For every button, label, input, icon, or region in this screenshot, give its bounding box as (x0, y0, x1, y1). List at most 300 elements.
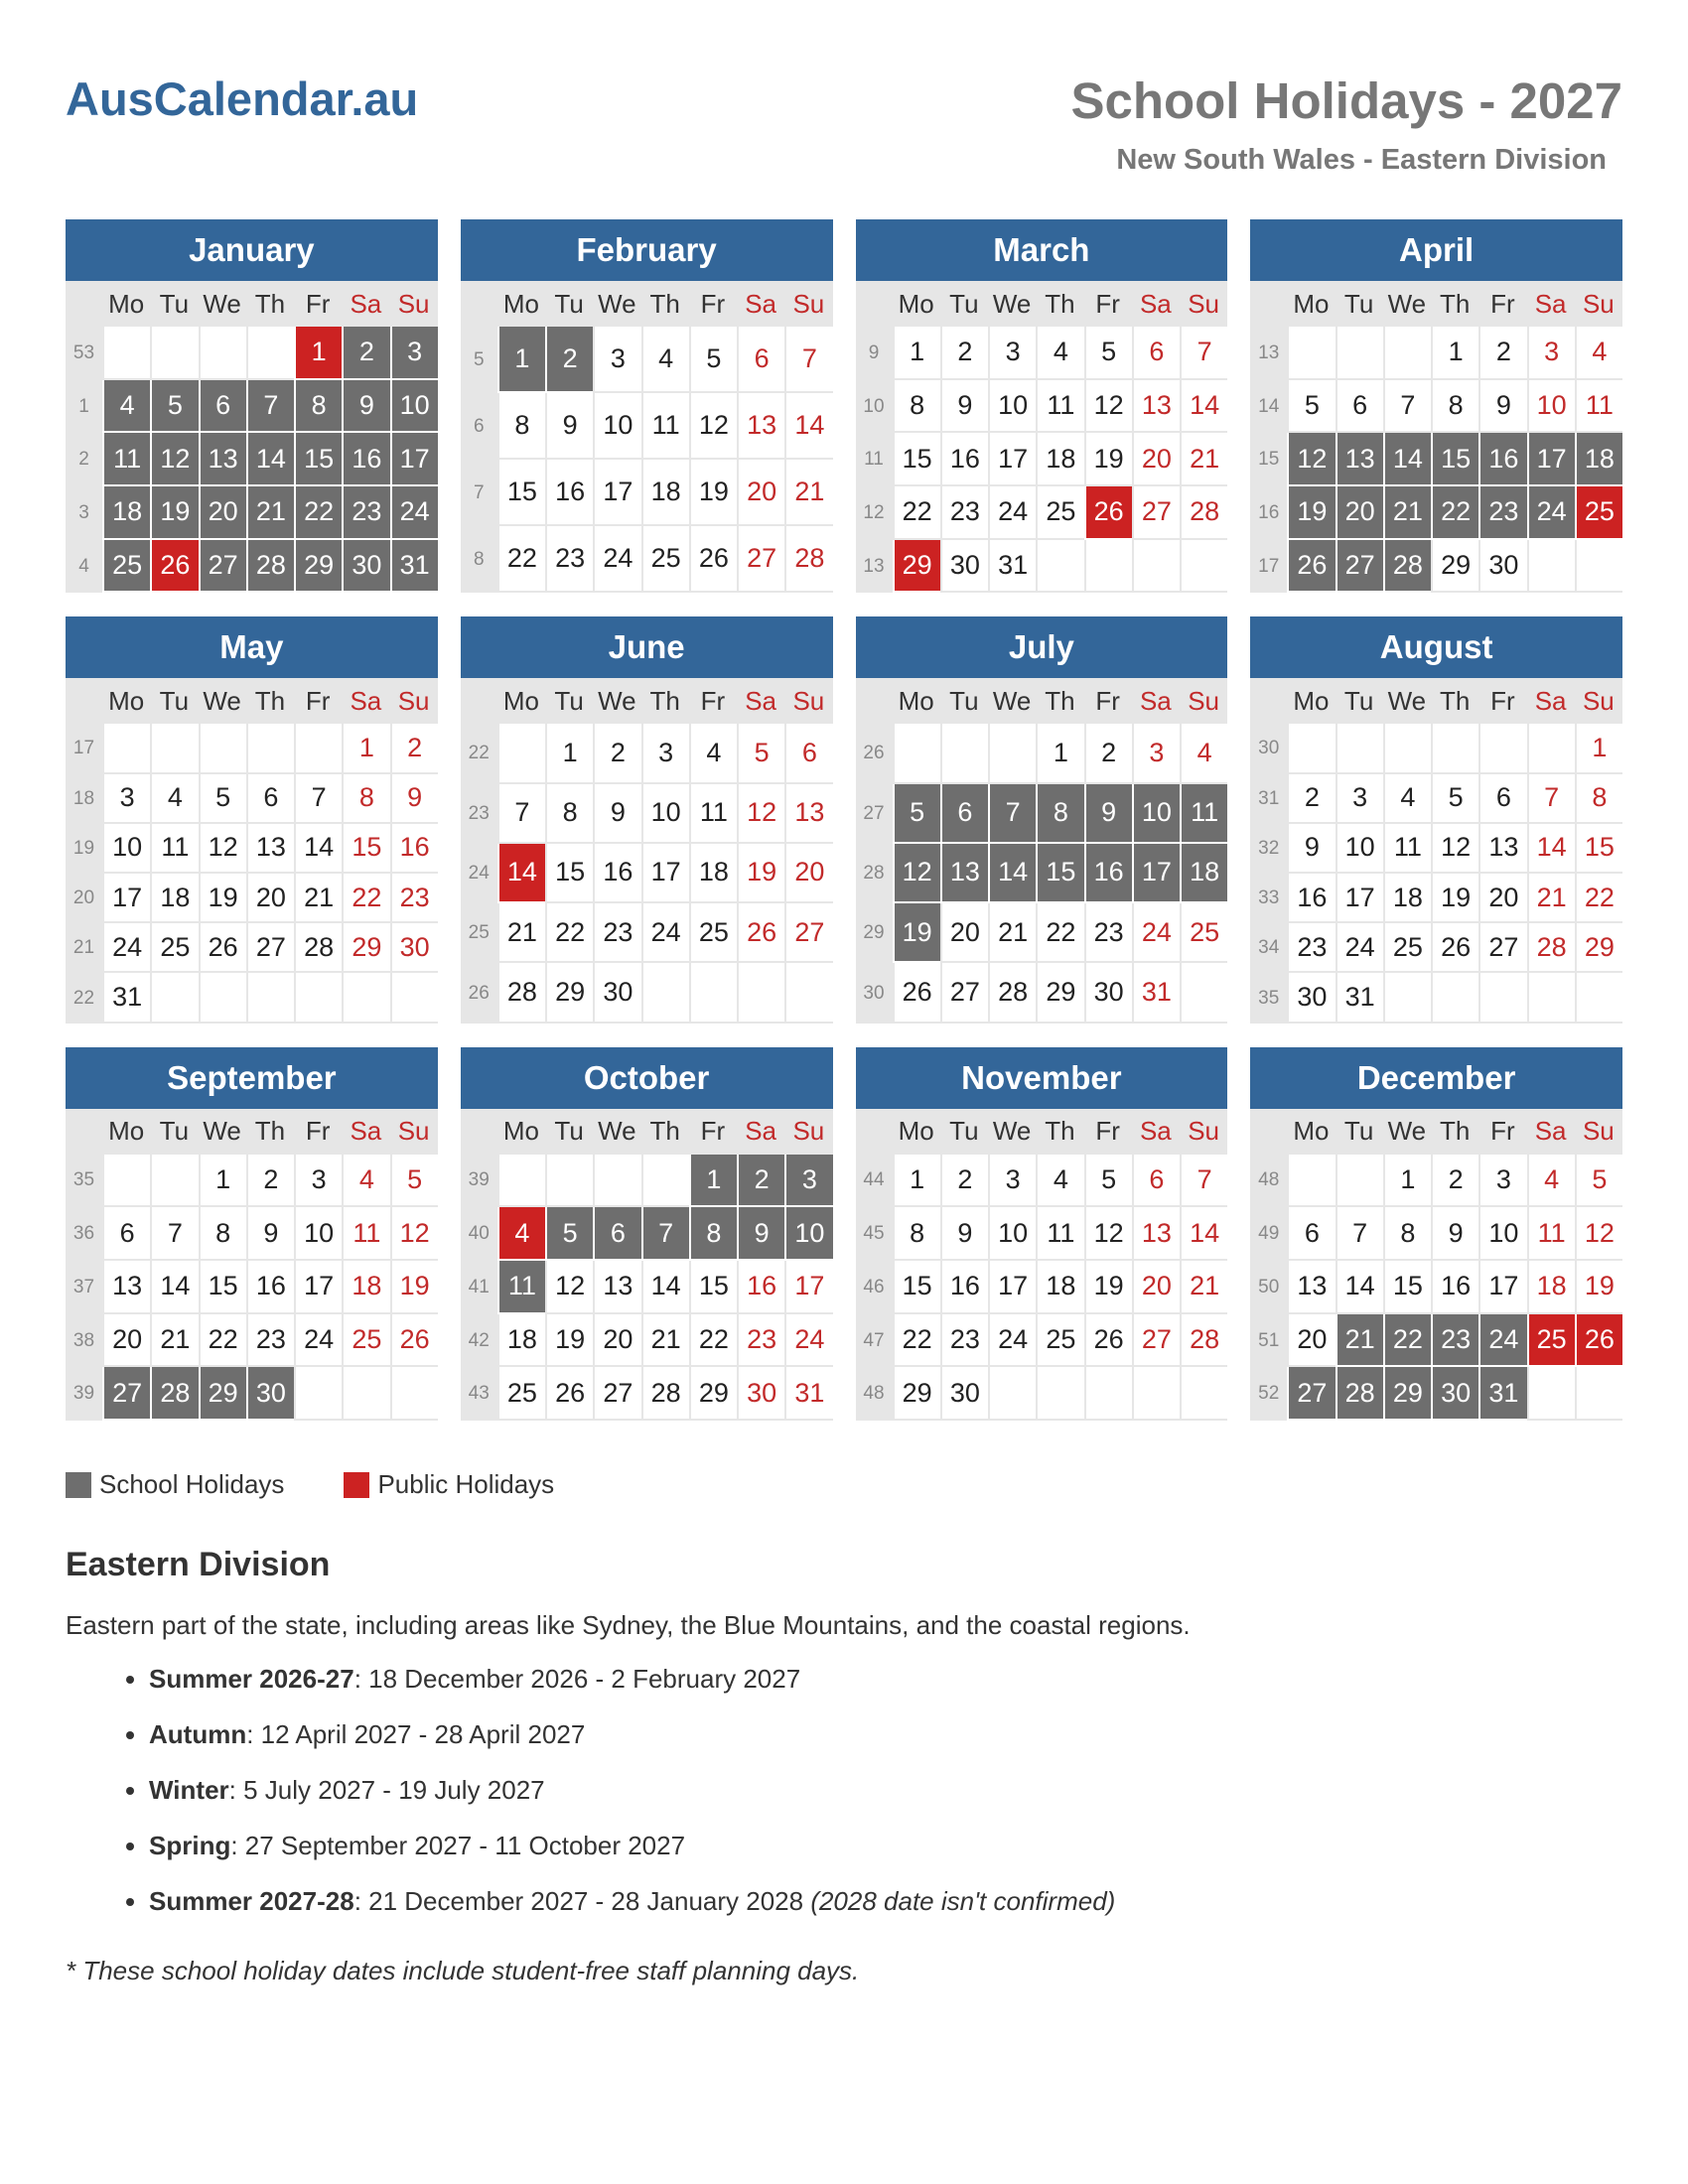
day-cell: 25 (1036, 1314, 1083, 1368)
day-cell: 2 (1431, 1155, 1478, 1208)
day-cell: 5 (689, 327, 737, 393)
day-cell: 28 (784, 526, 832, 593)
day-cell: 21 (246, 486, 294, 540)
week-row (461, 393, 833, 460)
weekday-header (856, 678, 1228, 724)
weekday-label: Mo (502, 685, 539, 716)
day-cell: 26 (199, 923, 246, 973)
week-row (461, 724, 833, 783)
day-cell: 8 (342, 774, 389, 824)
empty-day-cell (545, 1155, 593, 1208)
day-cell: 5 (737, 724, 784, 783)
week-row (1250, 540, 1622, 594)
day-cell: 15 (1431, 433, 1478, 486)
legend-public (344, 1469, 554, 1500)
week-row (1250, 1155, 1622, 1208)
week-row (1250, 1207, 1622, 1261)
weekday-label: Fr (700, 288, 726, 319)
week-number: 30 (856, 963, 893, 1023)
period-dates: : 12 April 2027 - 28 April 2027 (246, 1719, 586, 1749)
week-number: 19 (66, 824, 102, 874)
month-days (461, 327, 833, 593)
weekday-label: We (203, 288, 241, 319)
day-cell: 16 (1084, 844, 1132, 903)
week-row (461, 903, 833, 963)
week-number: 25 (461, 903, 497, 963)
day-cell: 24 (1478, 1314, 1526, 1368)
empty-day-cell (150, 724, 198, 773)
day-cell: 29 (294, 540, 342, 594)
day-cell: 30 (1084, 963, 1132, 1023)
day-cell: 11 (689, 784, 737, 844)
week-number-header (461, 1109, 497, 1155)
day-cell: 18 (1036, 1261, 1083, 1314)
week-row (66, 540, 438, 594)
empty-day-cell (294, 724, 342, 773)
empty-day-cell (1383, 724, 1431, 773)
day-cell: 10 (641, 784, 689, 844)
day-cell: 16 (1478, 433, 1526, 486)
day-cell: 23 (342, 486, 389, 540)
week-number: 21 (66, 923, 102, 973)
day-cell: 2 (1478, 327, 1526, 380)
week-number: 27 (856, 784, 893, 844)
week-row (461, 784, 833, 844)
day-cell: 27 (102, 1367, 150, 1421)
week-number: 33 (1250, 874, 1287, 923)
day-cell: 26 (390, 1314, 438, 1368)
day-cell: 18 (342, 1261, 389, 1314)
day-cell: 30 (1287, 973, 1335, 1023)
day-cell: 3 (988, 1155, 1036, 1208)
day-cell: 26 (545, 1367, 593, 1421)
weekday-label: Th (1439, 685, 1471, 716)
week-number: 17 (1250, 540, 1287, 594)
week-number-header (66, 678, 102, 724)
day-cell: 13 (102, 1261, 150, 1314)
day-cell: 15 (342, 824, 389, 874)
day-cell: 21 (784, 460, 832, 526)
week-row (66, 1155, 438, 1208)
empty-day-cell (1336, 327, 1383, 380)
day-cell: 27 (199, 540, 246, 594)
day-cell: 4 (1575, 327, 1622, 380)
day-cell: 26 (893, 963, 940, 1023)
weekday-label: Fr (1095, 1116, 1120, 1147)
day-cell: 27 (1478, 923, 1526, 973)
section-intro: Eastern part of the state, including areas like Sydney, the Blue Mountains, and the coastal regions. (66, 1610, 1191, 1640)
day-cell: 7 (294, 774, 342, 824)
day-cell: 21 (294, 874, 342, 923)
empty-day-cell (102, 327, 150, 380)
weekday-label: Th (1439, 288, 1471, 319)
day-cell: 13 (737, 393, 784, 460)
empty-day-cell (199, 973, 246, 1023)
weekday-label: Fr (305, 1116, 331, 1147)
empty-day-cell (199, 327, 246, 380)
empty-day-cell (641, 1155, 689, 1208)
weekday-header (461, 281, 833, 327)
weekday-label: Tu (1343, 1116, 1374, 1147)
day-cell: 27 (1132, 1314, 1180, 1368)
legend (66, 1469, 614, 1500)
period-note: (2028 date isn't confirmed) (810, 1886, 1116, 1916)
day-cell: 23 (737, 1314, 784, 1368)
week-row (1250, 824, 1622, 874)
empty-day-cell (1180, 963, 1227, 1023)
weekday-label: We (1387, 288, 1427, 319)
day-cell: 23 (940, 1314, 988, 1368)
weekday-label: Mo (108, 685, 145, 716)
day-cell: 17 (102, 874, 150, 923)
month-days (1250, 724, 1622, 1023)
day-cell: 18 (1180, 844, 1227, 903)
week-number: 50 (1250, 1261, 1287, 1314)
day-cell: 16 (940, 1261, 988, 1314)
week-number: 38 (66, 1314, 102, 1368)
empty-day-cell (246, 724, 294, 773)
week-row (66, 824, 438, 874)
month-title: May (66, 616, 438, 678)
day-cell: 3 (1478, 1155, 1526, 1208)
day-cell: 21 (1336, 1314, 1383, 1368)
day-cell: 31 (784, 1367, 832, 1421)
day-cell: 16 (593, 844, 640, 903)
weekday-header (66, 1109, 438, 1155)
day-cell: 10 (1527, 380, 1575, 434)
week-number: 17 (66, 724, 102, 773)
weekday-label: Su (1582, 288, 1615, 319)
week-row (1250, 874, 1622, 923)
week-number: 43 (461, 1367, 497, 1421)
month-december (1250, 1047, 1622, 1421)
empty-day-cell (1180, 540, 1227, 594)
day-cell: 14 (784, 393, 832, 460)
weekday-label: Tu (949, 685, 979, 716)
day-cell: 18 (641, 460, 689, 526)
period-item (149, 1882, 1115, 1938)
day-cell: 6 (102, 1207, 150, 1261)
day-cell: 18 (497, 1314, 545, 1368)
weekday-header (856, 281, 1228, 327)
day-cell: 24 (1336, 923, 1383, 973)
week-row (461, 1155, 833, 1208)
week-row (856, 844, 1228, 903)
empty-day-cell (1132, 540, 1180, 594)
day-cell: 1 (1383, 1155, 1431, 1208)
weekday-label: Tu (1343, 685, 1374, 716)
weekday-label: Th (649, 288, 680, 319)
day-cell: 5 (390, 1155, 438, 1208)
day-cell: 2 (737, 1155, 784, 1208)
day-cell: 6 (593, 1207, 640, 1261)
day-cell: 6 (199, 380, 246, 434)
weekday-label: Fr (1490, 1116, 1515, 1147)
day-cell: 31 (1132, 963, 1180, 1023)
day-cell: 11 (1180, 784, 1227, 844)
day-cell: 4 (1036, 1155, 1083, 1208)
month-january (66, 219, 438, 593)
day-cell: 11 (641, 393, 689, 460)
day-cell: 27 (737, 526, 784, 593)
day-cell: 12 (150, 433, 198, 486)
period-dates: : 5 July 2027 - 19 July 2027 (228, 1775, 545, 1805)
day-cell: 3 (1336, 774, 1383, 824)
weekday-label: Fr (700, 685, 726, 716)
day-cell: 20 (1478, 874, 1526, 923)
month-days (856, 327, 1228, 593)
week-row (461, 1314, 833, 1368)
day-cell: 26 (1575, 1314, 1622, 1368)
day-cell: 8 (689, 1207, 737, 1261)
day-cell: 24 (784, 1314, 832, 1368)
week-row (66, 724, 438, 773)
day-cell: 8 (1575, 774, 1622, 824)
day-cell: 7 (1336, 1207, 1383, 1261)
day-cell: 13 (593, 1261, 640, 1314)
day-cell: 14 (988, 844, 1036, 903)
day-cell: 7 (497, 784, 545, 844)
week-number: 13 (1250, 327, 1287, 380)
day-cell: 19 (150, 486, 198, 540)
day-cell: 11 (1575, 380, 1622, 434)
day-cell: 23 (545, 526, 593, 593)
week-number-header (856, 1109, 893, 1155)
day-cell: 14 (497, 844, 545, 903)
day-cell: 17 (641, 844, 689, 903)
weekday-label: Th (649, 685, 680, 716)
day-cell: 25 (641, 526, 689, 593)
day-cell: 20 (784, 844, 832, 903)
month-days (66, 724, 438, 1023)
weekday-label: Sa (350, 1116, 382, 1147)
day-cell: 29 (1431, 540, 1478, 594)
empty-day-cell (1431, 724, 1478, 773)
day-cell: 22 (199, 1314, 246, 1368)
empty-day-cell (1287, 724, 1335, 773)
month-days (856, 724, 1228, 1023)
empty-day-cell (1575, 1367, 1622, 1421)
calendar-grid (66, 219, 1622, 1421)
day-cell: 26 (1287, 540, 1335, 594)
day-cell: 7 (988, 784, 1036, 844)
week-number: 6 (461, 393, 497, 460)
day-cell: 17 (988, 1261, 1036, 1314)
day-cell: 27 (940, 963, 988, 1023)
day-cell: 6 (1132, 327, 1180, 380)
day-cell: 2 (390, 724, 438, 773)
week-number: 23 (461, 784, 497, 844)
day-cell: 4 (1180, 724, 1227, 783)
empty-day-cell (1287, 1155, 1335, 1208)
day-cell: 29 (893, 1367, 940, 1421)
weekday-label: Mo (108, 288, 145, 319)
week-row (856, 486, 1228, 540)
day-cell: 26 (1431, 923, 1478, 973)
weekday-label: We (598, 288, 636, 319)
week-number: 28 (856, 844, 893, 903)
day-cell: 26 (1084, 486, 1132, 540)
weekday-label: Tu (159, 288, 190, 319)
day-cell: 5 (893, 784, 940, 844)
day-cell: 18 (1527, 1261, 1575, 1314)
period-name: Spring (149, 1831, 231, 1860)
day-cell: 30 (1431, 1367, 1478, 1421)
empty-day-cell (1336, 724, 1383, 773)
day-cell: 16 (940, 433, 988, 486)
week-number: 48 (1250, 1155, 1287, 1208)
site-brand[interactable]: AusCalendar.au (66, 72, 419, 125)
day-cell: 5 (545, 1207, 593, 1261)
day-cell: 21 (150, 1314, 198, 1368)
empty-day-cell (940, 724, 988, 783)
week-number: 36 (66, 1207, 102, 1261)
week-row (66, 380, 438, 434)
week-row (66, 874, 438, 923)
empty-day-cell (893, 724, 940, 783)
week-row (856, 1207, 1228, 1261)
month-title: December (1250, 1047, 1622, 1109)
day-cell: 19 (1084, 1261, 1132, 1314)
day-cell: 8 (1431, 380, 1478, 434)
day-cell: 22 (294, 486, 342, 540)
day-cell: 18 (102, 486, 150, 540)
week-row (856, 540, 1228, 594)
empty-day-cell (737, 963, 784, 1023)
weekday-label: Mo (898, 1116, 934, 1147)
week-number: 18 (66, 774, 102, 824)
weekday-label: Sa (745, 288, 777, 319)
day-cell: 12 (737, 784, 784, 844)
week-row (1250, 724, 1622, 773)
day-cell: 23 (390, 874, 438, 923)
day-cell: 31 (988, 540, 1036, 594)
weekday-header (856, 1109, 1228, 1155)
day-cell: 15 (545, 844, 593, 903)
period-item (149, 1660, 1115, 1715)
day-cell: 14 (150, 1261, 198, 1314)
weekday-label: Mo (502, 288, 539, 319)
day-cell: 31 (1336, 973, 1383, 1023)
day-cell: 24 (988, 486, 1036, 540)
day-cell: 2 (1084, 724, 1132, 783)
day-cell: 13 (1287, 1261, 1335, 1314)
week-number: 26 (856, 724, 893, 783)
day-cell: 20 (1287, 1314, 1335, 1368)
day-cell: 26 (150, 540, 198, 594)
day-cell: 28 (1180, 1314, 1227, 1368)
month-days (1250, 1155, 1622, 1421)
weekday-label: Su (1188, 685, 1220, 716)
day-cell: 19 (1287, 486, 1335, 540)
day-cell: 28 (641, 1367, 689, 1421)
weekday-label: Mo (1293, 685, 1330, 716)
day-cell: 30 (342, 540, 389, 594)
week-row (461, 327, 833, 393)
day-cell: 12 (1575, 1207, 1622, 1261)
day-cell: 23 (940, 486, 988, 540)
week-row (856, 724, 1228, 783)
day-cell: 29 (1383, 1367, 1431, 1421)
week-number-header (1250, 1109, 1287, 1155)
weekday-label: Sa (1139, 1116, 1172, 1147)
day-cell: 2 (246, 1155, 294, 1208)
day-cell: 26 (1084, 1314, 1132, 1368)
day-cell: 16 (342, 433, 389, 486)
day-cell: 2 (1287, 774, 1335, 824)
day-cell: 1 (1036, 724, 1083, 783)
day-cell: 29 (199, 1367, 246, 1421)
day-cell: 3 (784, 1155, 832, 1208)
day-cell: 20 (1336, 486, 1383, 540)
day-cell: 10 (102, 824, 150, 874)
week-row (461, 844, 833, 903)
week-row (856, 433, 1228, 486)
day-cell: 13 (1132, 380, 1180, 434)
weekday-label: Su (1188, 1116, 1220, 1147)
week-number: 46 (856, 1261, 893, 1314)
weekday-label: Th (1045, 1116, 1075, 1147)
weekday-label: Sa (745, 685, 777, 716)
day-cell: 11 (1036, 1207, 1083, 1261)
week-number: 5 (461, 327, 497, 393)
month-title: July (856, 616, 1228, 678)
weekday-label: Tu (554, 1116, 584, 1147)
day-cell: 14 (641, 1261, 689, 1314)
week-row (1250, 973, 1622, 1023)
week-row (66, 327, 438, 380)
month-march (856, 219, 1228, 593)
weekday-label: Th (254, 288, 286, 319)
day-cell: 19 (1084, 433, 1132, 486)
week-number: 2 (66, 433, 102, 486)
day-cell: 15 (1036, 844, 1083, 903)
day-cell: 9 (1084, 784, 1132, 844)
empty-day-cell (1383, 327, 1431, 380)
week-number: 1 (66, 380, 102, 434)
empty-day-cell (988, 724, 1036, 783)
week-row (461, 963, 833, 1023)
day-cell: 22 (893, 1314, 940, 1368)
day-cell: 16 (737, 1261, 784, 1314)
month-days (461, 1155, 833, 1421)
day-cell: 16 (1287, 874, 1335, 923)
day-cell: 23 (1478, 486, 1526, 540)
day-cell: 6 (737, 327, 784, 393)
day-cell: 12 (199, 824, 246, 874)
weekday-label: Su (397, 685, 430, 716)
weekday-label: Tu (949, 1116, 979, 1147)
day-cell: 21 (1527, 874, 1575, 923)
day-cell: 1 (199, 1155, 246, 1208)
period-name: Winter (149, 1775, 229, 1805)
legend-school (66, 1469, 284, 1500)
period-item (149, 1827, 1115, 1882)
weekday-label: Th (1439, 1116, 1471, 1147)
day-cell: 4 (342, 1155, 389, 1208)
day-cell: 17 (1527, 433, 1575, 486)
week-number-header (1250, 678, 1287, 724)
empty-day-cell (342, 1367, 389, 1421)
month-september (66, 1047, 438, 1421)
empty-day-cell (784, 963, 832, 1023)
day-cell: 28 (1336, 1367, 1383, 1421)
day-cell: 31 (102, 973, 150, 1023)
day-cell: 26 (737, 903, 784, 963)
day-cell: 3 (1527, 327, 1575, 380)
day-cell: 30 (593, 963, 640, 1023)
day-cell: 8 (1036, 784, 1083, 844)
